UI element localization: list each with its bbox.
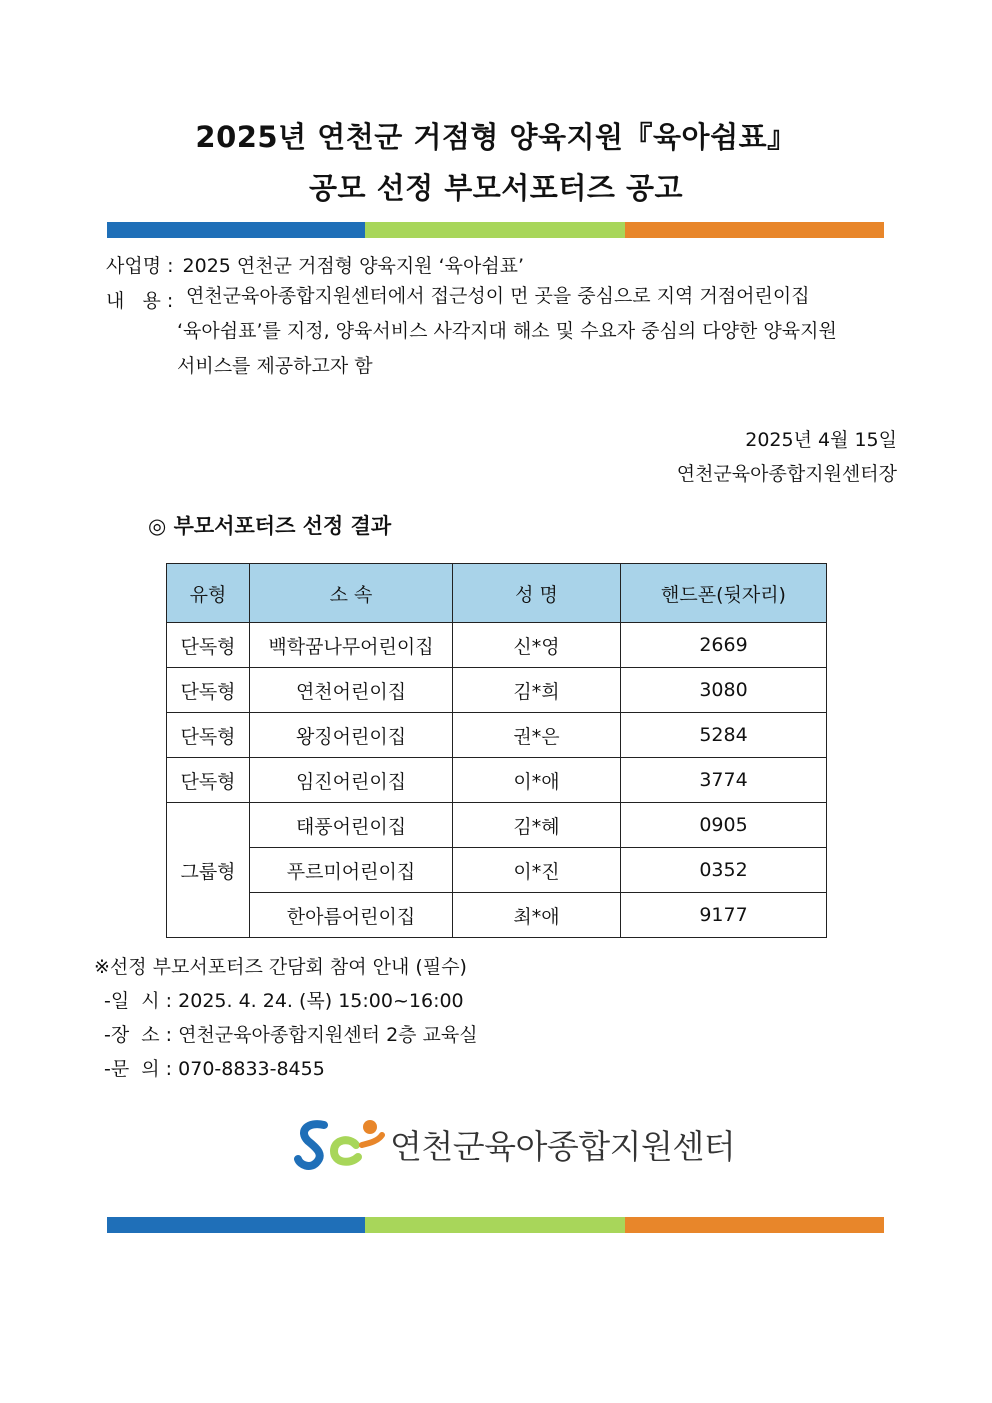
table-row <box>167 758 827 803</box>
document-title-line1: 2025년 연천군 거점형 양육지원『육아쉼표』 <box>195 120 797 154</box>
sc-logo-icon <box>294 1115 386 1173</box>
table-row <box>167 803 827 848</box>
cell-phone: 3080 <box>621 668 827 713</box>
table-row <box>167 713 827 758</box>
cell-name: 권*은 <box>453 713 621 758</box>
band-green-segment <box>365 1217 625 1233</box>
table-row <box>167 623 827 668</box>
content-line2: ‘육아쉼표’를 지정, 양육서비스 사각지대 해소 및 수요자 중심의 다양한 양육지원 <box>177 320 837 342</box>
logo-text: 연천군육아종합지원센터 <box>390 1126 736 1166</box>
notes-date-label: -일 시 : <box>104 990 173 1012</box>
header-org: 소 속 <box>250 564 453 623</box>
header-phone: 핸드폰(뒷자리) <box>621 564 827 623</box>
band-blue-segment <box>107 222 365 238</box>
cell-phone: 9177 <box>621 893 827 938</box>
content-line3: 서비스를 제공하고자 함 <box>177 355 373 377</box>
notes-contact-row <box>104 1052 478 1086</box>
table-row <box>167 668 827 713</box>
notes-heading: ※선정 부모서포터즈 간담회 참여 안내 (필수) <box>94 956 467 978</box>
notes-contact-label: -문 의 : <box>104 1058 173 1080</box>
top-color-band <box>107 222 884 238</box>
project-value: 2025 연천군 거점형 양육지원 ‘육아쉼표’ <box>182 255 525 277</box>
table-header-row <box>167 564 827 623</box>
cell-group-type: 그룹형 <box>167 803 250 938</box>
cell-org: 태풍어린이집 <box>250 803 453 848</box>
cell-phone: 0352 <box>621 848 827 893</box>
notes-date-value: 2025. 4. 24. (목) 15:00~16:00 <box>178 990 464 1012</box>
header-name: 성 명 <box>453 564 621 623</box>
cell-phone: 3774 <box>621 758 827 803</box>
cell-phone: 2669 <box>621 623 827 668</box>
cell-name: 이*진 <box>453 848 621 893</box>
cell-type: 단독형 <box>167 758 250 803</box>
cell-type: 단독형 <box>167 713 250 758</box>
table-row <box>167 848 827 893</box>
issue-date: 2025년 4월 15일 <box>745 429 897 451</box>
cell-name: 김*혜 <box>453 803 621 848</box>
content-row <box>106 286 173 313</box>
cell-org: 푸르미어린이집 <box>250 848 453 893</box>
band-green-segment <box>365 222 625 238</box>
project-label: 사업명 : <box>106 255 174 277</box>
cell-org: 연천어린이집 <box>250 668 453 713</box>
cell-name: 최*애 <box>453 893 621 938</box>
notes-date-row <box>104 984 478 1018</box>
band-blue-segment <box>107 1217 365 1233</box>
section-title: ◎ 부모서포터즈 선정 결과 <box>148 514 392 538</box>
notes-place-value: 연천군육아종합지원센터 2층 교육실 <box>178 1024 478 1046</box>
notes-place-label: -장 소 : <box>104 1024 173 1046</box>
project-row <box>106 251 524 278</box>
cell-phone: 5284 <box>621 713 827 758</box>
content-line1: 연천군육아종합지원센터에서 접근성이 먼 곳을 중심으로 지역 거점어린이집 <box>186 285 810 307</box>
notes-place-row <box>104 1018 478 1052</box>
cell-name: 김*희 <box>453 668 621 713</box>
cell-name: 신*영 <box>453 623 621 668</box>
content-text <box>177 279 837 384</box>
cell-phone: 0905 <box>621 803 827 848</box>
document-title-line2: 공모 선정 부모서포터즈 공고 <box>309 171 683 205</box>
cell-org: 백학꿈나무어린이집 <box>250 623 453 668</box>
cell-type: 단독형 <box>167 668 250 713</box>
issuer-name: 연천군육아종합지원센터장 <box>676 463 897 485</box>
content-label: 내 용 : <box>106 290 174 312</box>
notes-contact-value: 070-8833-8455 <box>178 1058 325 1080</box>
bottom-color-band <box>107 1217 884 1233</box>
cell-org: 왕징어린이집 <box>250 713 453 758</box>
cell-org: 임진어린이집 <box>250 758 453 803</box>
cell-type: 단독형 <box>167 623 250 668</box>
table-row <box>167 893 827 938</box>
center-logo <box>294 1115 735 1173</box>
cell-name: 이*애 <box>453 758 621 803</box>
band-orange-segment <box>625 1217 884 1233</box>
cell-org: 한아름어린이집 <box>250 893 453 938</box>
header-type: 유형 <box>167 564 250 623</box>
band-orange-segment <box>625 222 884 238</box>
selection-results-table <box>166 563 827 938</box>
meeting-notes <box>94 950 478 1086</box>
